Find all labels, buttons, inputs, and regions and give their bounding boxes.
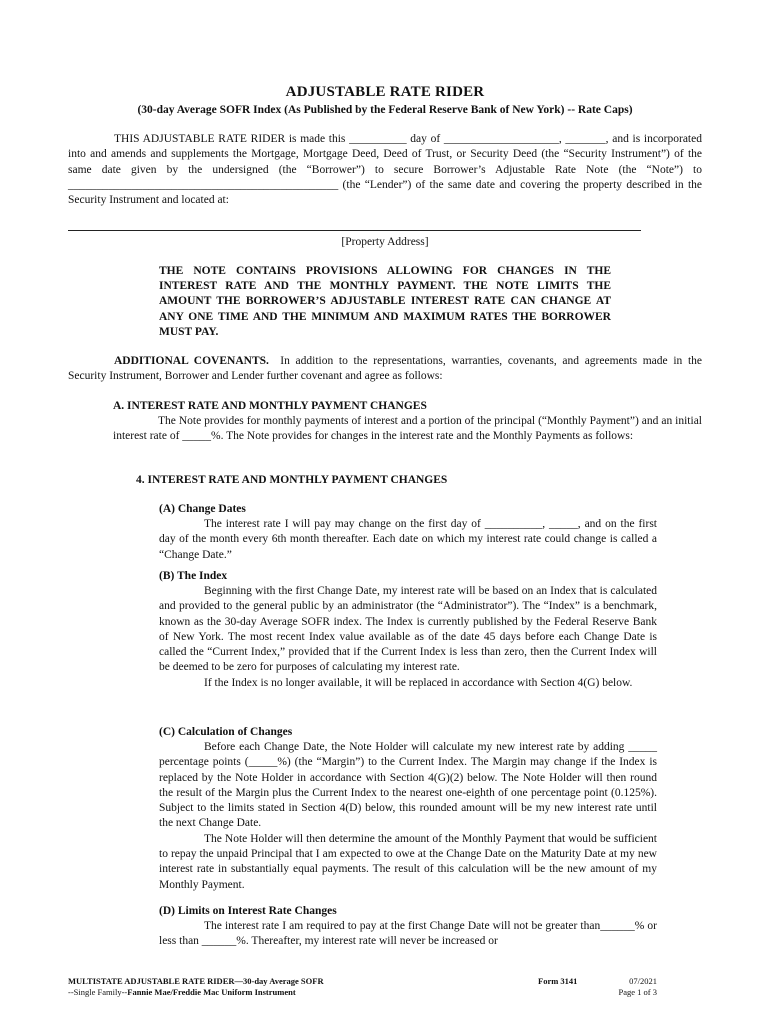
change-dates-text: The interest rate I will pay may change on the first day of __________, _____, and on the first day of the month every 6th month thereafter. Each date on which my interest rate could change is called a “Change Date.” bbox=[159, 518, 657, 561]
calculation-heading: (C) Calculation of Changes bbox=[159, 726, 293, 738]
property-address-label: [Property Address] bbox=[341, 236, 429, 248]
index-section bbox=[159, 584, 657, 691]
footer-uniform-instrument: Fannie Mae/Freddie Mac Uniform Instrument bbox=[127, 986, 296, 997]
index-text-1: Beginning with the first Change Date, my interest rate will be based on an Index that is calculated and provided to the general public by an administrator (the “Administrator”). The “Index” is a benchmark, known as the 30-day Average SOFR index. The Index is currently published by the Federal Reserve Bank of New York. The most recent Index value available as of the date 45 days before each Change Date is called the “Current Index,” provided that if the Current Index is less than zero, then the Current Index will be deemed to be zero for purposes of calculating my interest rate. bbox=[159, 585, 657, 674]
section-4-heading: 4. INTEREST RATE AND MONTHLY PAYMENT CHANGES bbox=[136, 474, 448, 486]
change-dates-section bbox=[159, 517, 657, 563]
section-a-paragraph bbox=[113, 414, 702, 445]
footer-title-line: MULTISTATE ADJUSTABLE RATE RIDER—30-day Average SOFR bbox=[68, 976, 324, 986]
footer-single-family: --Single Family-- bbox=[68, 986, 128, 997]
calculation-paragraph-1 bbox=[159, 740, 657, 832]
change-dates-heading: (A) Change Dates bbox=[159, 503, 246, 515]
calculation-text-2: The Note Holder will then determine the amount of the Monthly Payment that would be sufficient to repay the unpaid Principal that I am expected to owe at the Change Date on the Maturity Date at my new interest rate in substantially equal payments. The result of this calculation will be the new amount of my Monthly Payment. bbox=[159, 832, 657, 891]
footer-form-number: Form 3141 bbox=[538, 976, 578, 986]
index-paragraph-2 bbox=[159, 676, 657, 691]
calculation-section bbox=[159, 740, 657, 893]
document-title: ADJUSTABLE RATE RIDER bbox=[285, 84, 485, 100]
covenants-heading: ADDITIONAL COVENANTS. bbox=[114, 355, 269, 367]
limits-paragraph bbox=[159, 919, 657, 950]
footer-date: 07/2021 bbox=[629, 976, 657, 986]
limits-section bbox=[159, 919, 657, 950]
limits-heading: (D) Limits on Interest Rate Changes bbox=[159, 905, 337, 917]
index-paragraph-1 bbox=[159, 584, 657, 676]
index-heading: (B) The Index bbox=[159, 570, 228, 582]
section-a-text: The Note provides for monthly payments of interest and a portion of the principal (“Monthly Payment”) and an initial interest rate of _____%. The Note provides for changes in the interest rate and the Monthly Payments as follows: bbox=[113, 415, 702, 443]
index-text-2: If the Index is no longer available, it will be replaced in accordance with Section 4(G) below. bbox=[204, 676, 633, 689]
property-address-line bbox=[68, 230, 641, 231]
footer-form-title bbox=[68, 976, 324, 997]
document-subtitle: (30-day Average SOFR Index (As Published by the Federal Reserve Bank of New York) -- Rate Caps) bbox=[137, 104, 633, 116]
intro-text: THIS ADJUSTABLE RATE RIDER is made this __________ day of ____________________, _______, and is incorporated into and amends and supplements the Mortgage, Mortgage Deed, Deed of Trust, or Security Deed (the “Security Instrument”) of the same date given by the undersigned (the “Borrower”) to secure Borrower’s Adjustable Rate Note (the “Note”) to _______________________________________________ (the “Lender”) of the same date and covering the property described in the Security Instrument and located at: bbox=[68, 133, 702, 207]
footer-page-number: Page 1 of 3 bbox=[618, 986, 657, 997]
calculation-paragraph-2 bbox=[159, 832, 657, 893]
section-a-heading: A. INTEREST RATE AND MONTHLY PAYMENT CHANGES bbox=[113, 400, 427, 412]
notice-paragraph: THE NOTE CONTAINS PROVISIONS ALLOWING FOR CHANGES IN THE INTEREST RATE AND THE MONTHLY PAYMENT. THE NOTE LIMITS THE AMOUNT THE BORROWER’S ADJUSTABLE INTEREST RATE CAN CHANGE AT ANY ONE TIME AND THE MINIMUM AND MAXIMUM RATES THE BORROWER MUST PAY. bbox=[159, 265, 611, 338]
intro-paragraph bbox=[68, 132, 702, 208]
covenants-text: In addition to the representations, warranties, covenants, and agreements made in the Security Instrument, Borrower and Lender further covenant and agree as follows: bbox=[68, 355, 702, 383]
change-dates-paragraph bbox=[159, 517, 657, 563]
footer-date-page bbox=[590, 976, 657, 997]
limits-text: The interest rate I am required to pay at the first Change Date will not be greater than______% or less than ______%. Thereafter, my interest rate will never be increased or bbox=[159, 920, 657, 948]
footer-subtitle-line bbox=[68, 987, 324, 998]
calculation-text-1: Before each Change Date, the Note Holder will calculate my new interest rate by adding _____ percentage points (_____%) (the “Margin”) to the Current Index. The Margin may change if the Index is replaced by the Note Holder in accordance with Section 4(G)(2) below. The Note Holder will then round the result of the Margin plus the Current Index to the nearest one-eighth of one percentage point (0.125%). Subject to the limits stated in Section 4(D) below, this rounded amount will be my new interest rate until the next Change Date. bbox=[159, 741, 657, 830]
additional-covenants-paragraph bbox=[68, 354, 702, 385]
